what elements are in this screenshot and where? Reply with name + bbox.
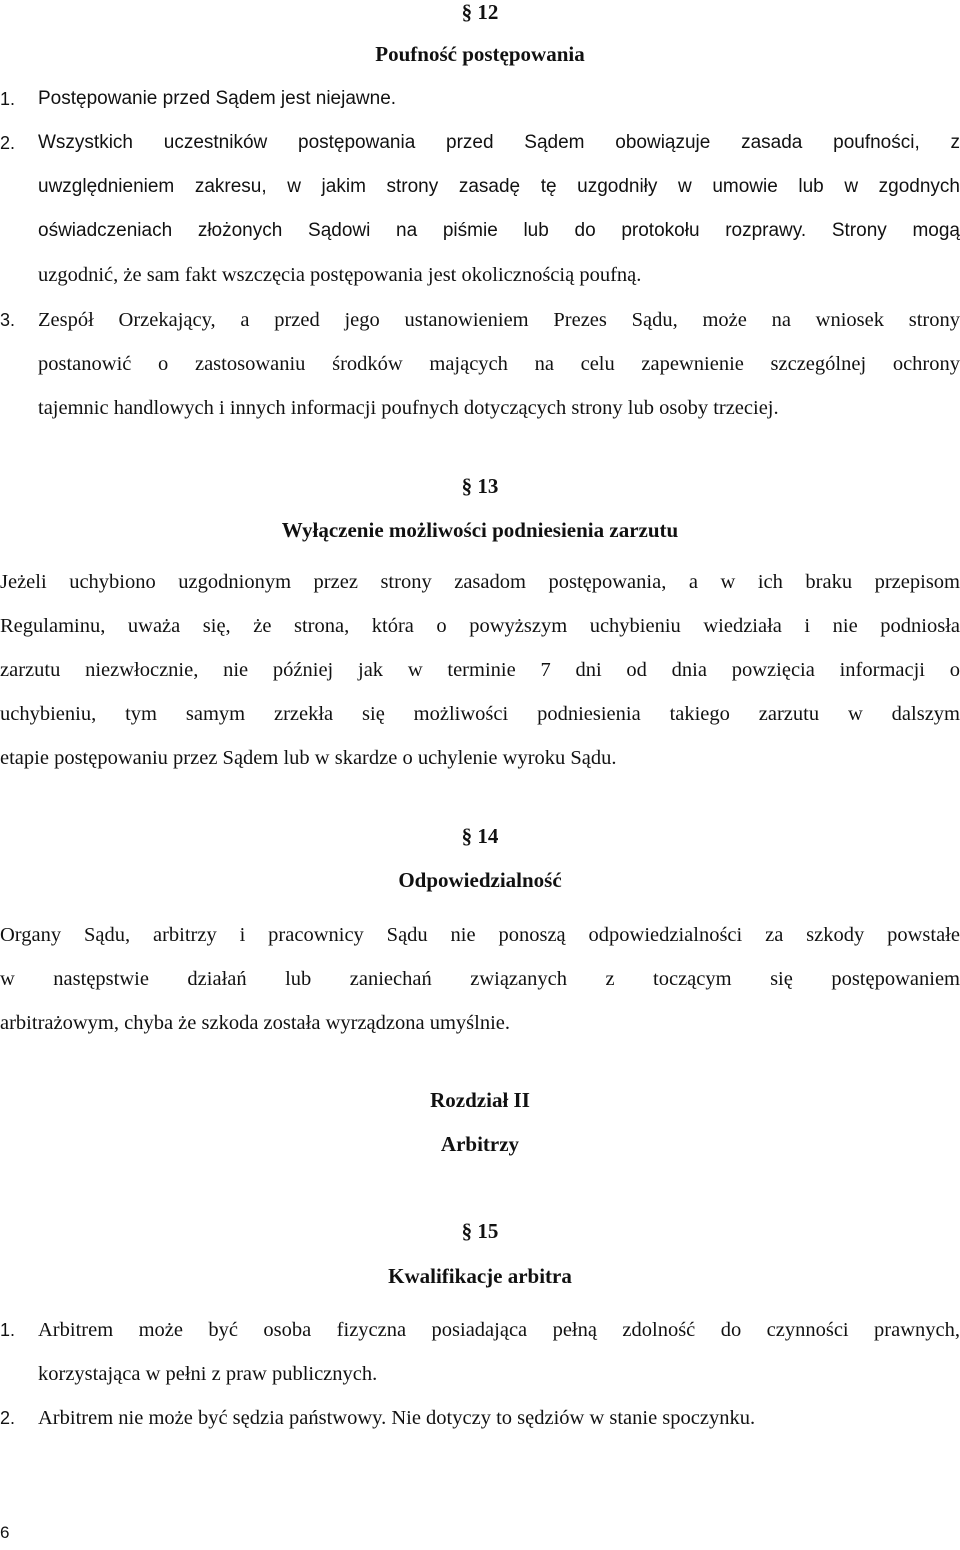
section-13-number: § 13 [461,474,499,498]
s12-item-1 [0,77,960,121]
s12-item-3 [0,298,960,430]
section-14-body [0,913,960,1045]
page-number: 6 [0,1523,10,1542]
s12-item-3-line-3: tajemnic handlowych i innych informacji poufnych dotyczących strony lub osoby trzeciej. [38,397,779,419]
section-14-number: § 14 [461,824,499,848]
section-12-number: § 12 [461,0,499,24]
s12-item-2-line-2: uwzględnieniem zakresu, w jakim strony zasadę tę uzgodniły w umowie lub w zgodnych [38,176,960,197]
s12-item-2 [0,121,960,297]
s12-item-3-number: 3. [0,310,16,330]
s13-line-2: Regulaminu, uważa się, że strona, która o powyższym uchybieniu wiedziała i nie podniosła [0,615,960,637]
s12-item-2-line-3: oświadczeniach złożonych Sądowi na piśmie lub do protokołu rozprawy. Strony mogą [38,220,960,241]
s14-line-3: arbitrażowym, chyba że szkoda została wyrządzona umyślnie. [0,1012,511,1034]
s13-line-4: uchybieniu, tym samym zrzekła się możliwości podniesienia takiego zarzutu w dalszym [0,703,960,725]
section-15-title: Kwalifikacje arbitra [388,1264,572,1288]
section-14-title: Odpowiedzialność [398,868,562,892]
s12-item-3-line-2: postanowić o zastosowaniu środków mających na celu zapewnienie szczególnej ochrony [38,353,960,375]
chapter-title: Arbitrzy [440,1132,520,1156]
s13-line-5: etapie postępowaniu przez Sądem lub w skardze o uchylenie wyroku Sądu. [0,747,617,769]
section-12-title: Poufność postępowania [375,42,585,66]
s15-item-1-line-1: Arbitrem może być osoba fizyczna posiadająca pełną zdolność do czynności prawnych, [38,1319,960,1341]
s14-line-2: w następstwie działań lub zaniechań związanych z toczącym się postępowaniem [0,968,960,990]
section-15-number: § 15 [461,1219,499,1243]
s12-item-2-line-1: Wszystkich uczestników postępowania przed Sądem obowiązuje zasada poufności, z [38,132,960,153]
section-13-title: Wyłączenie możliwości podniesienia zarzutu [281,518,679,542]
s15-item-2-line-1: Arbitrem nie może być sędzia państwowy. Nie dotyczy to sędziów w stanie spoczynku. [38,1407,756,1429]
s15-item-2-number: 2. [0,1408,16,1428]
s15-item-1-line-2: korzystająca w pełni z praw publicznych. [38,1363,378,1385]
s12-item-1-line-1: Postępowanie przed Sądem jest niejawne. [38,88,397,109]
s15-item-1-number: 1. [0,1320,16,1340]
s12-item-1-number: 1. [0,89,16,109]
s13-line-1: Jeżeli uchybiono uzgodnionym przez strony zasadom postępowania, a w ich braku przepisom [0,571,960,593]
s12-item-2-line-4: uzgodnić, że sam fakt wszczęcia postępowania jest okolicznością poufną. [38,264,642,286]
chapter-number: Rozdział II [430,1088,530,1112]
s12-item-2-number: 2. [0,133,16,153]
section-13-body [0,560,960,780]
s15-item-2 [0,1396,960,1440]
s13-line-3: zarzutu niezwłocznie, nie później jak w terminie 7 dni od dnia powzięcia informacji o [0,659,960,681]
s12-item-3-line-1: Zespół Orzekający, a przed jego ustanowieniem Prezes Sądu, może na wniosek strony [38,309,960,331]
s14-line-1: Organy Sądu, arbitrzy i pracownicy Sądu nie ponoszą odpowiedzialności za szkody powstałe [0,924,960,946]
s15-item-1 [0,1308,960,1396]
